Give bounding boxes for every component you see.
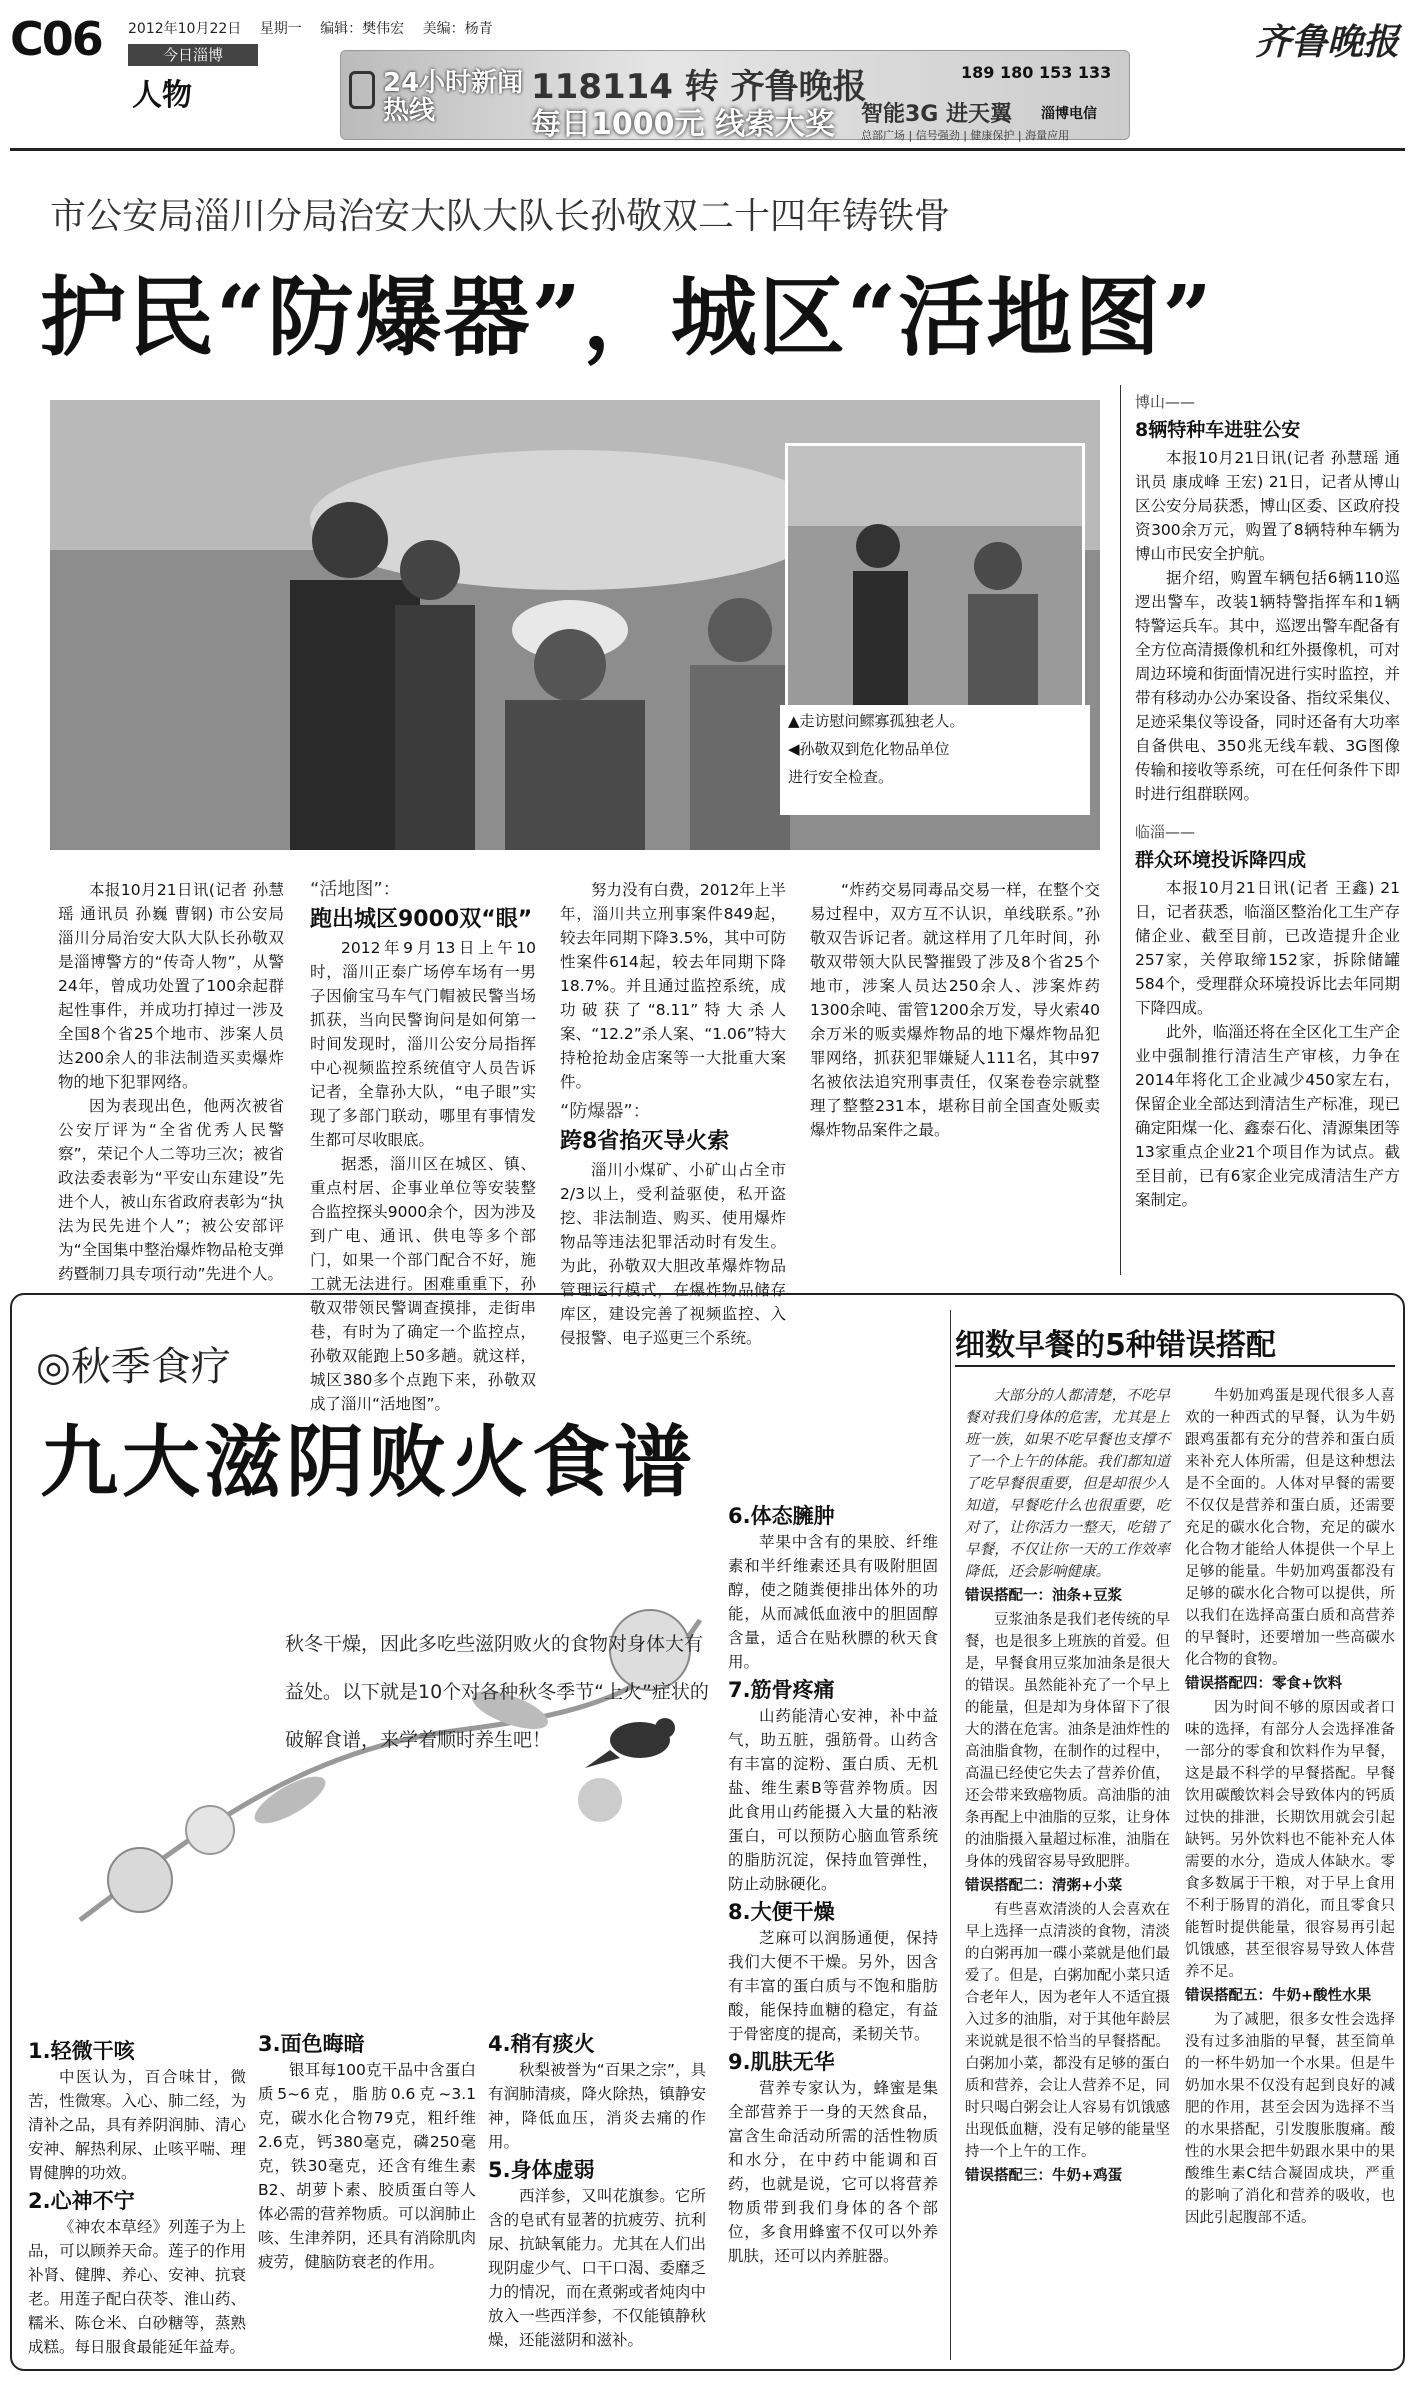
article3-headline: 细数早餐的5种错误搭配 (955, 1328, 1276, 1363)
recipe-6-text: 苹果中含有的果胶、纤维素和半纤维素还具有吸附胆固醇，使之随粪便排出体外的功能，从而减低血液中的胆固醇含量，适合在贴秋膘的秋天食用。 (728, 1533, 938, 1671)
mistake-5-title: 错误搭配五：牛奶+酸性水果 (1185, 1988, 1372, 2004)
recipe-3-text: 银耳每100克干品中含蛋白质5~6克，脂肪0.6克~3.1克，碳水化合物79克，粗纤维2.6克，钙380毫克，磷250毫克，铁30毫克，还含有维生素B2、胡萝卜素、胶质蛋白等人体必需的营养物质。可以润肺止咳、生津养阴，还具有消除肌肉疲劳，健脑防衰老的作用。 (258, 2061, 476, 2271)
article1-lead: 本报10月21日讯(记者 孙慧瑶 通讯员 孙巍 曹钢) 市公安局淄川分局治安大队大队长孙敬双是淄博警方的“传奇人物”，从警24年，曾成功处置了100余起群起性事件，并成功打掉过一涉及全国8个省25个地市、涉案人员达200余人的非法制造买卖爆炸物的地下犯罪网络。 (58, 881, 284, 1091)
quote-explosion-proof: “防爆器”： (560, 1101, 651, 1122)
designer: 美编：杨青 (422, 21, 493, 37)
photo-caption (780, 705, 1090, 815)
article1-inset-photo (785, 443, 1085, 708)
mistake-4-title: 错误搭配四：零食+饮料 (1185, 1676, 1343, 1692)
sidebar-place-linzi: 临淄—— (1135, 823, 1196, 841)
breakfast-col2 (1185, 1385, 1395, 2365)
article1-p4: 据悉，淄川区在城区、镇、重点村居、企事业单位等安装整合监控探头9000余个，因为涉及到广电、通讯、供电等多个部门，如果一个部门配合不好，施工就无法进行。困难重重下，孙敬双带领民警调查摸排，走街串巷，有时为了确定一个监控点，孙敬双能跑上50多趟。就这样，城区380多个点跑下来，孙敬双成了淄川“活地图”。 (310, 1155, 536, 1413)
recipe-9-title: 9.肌肤无华 (728, 2050, 835, 2074)
recipe-4-text: 秋梨被誉为“百果之宗”，具有润肺清痰，降火除热，镇静安神，降低血压，消炎去痛的作用。 (488, 2061, 706, 2151)
article1-p3: 2012年9月13日上午10时，淄川正泰广场停车场有一男子因偷宝马车气门帽被民警当场抓获，当向民警询问是如何第一时间发现时，淄川公安分局指挥中心视频监控系统值守人员告诉记者，全靠孙大队，“电子眼”实现了多部门联动，哪里有事情发生都可尽收眼底。 (310, 939, 536, 1149)
ad-award: 每日1000元 线索大奖 (531, 107, 835, 142)
mistake-1-title: 错误搭配一：油条+豆浆 (965, 1588, 1123, 1604)
breakfast-col1 (965, 1385, 1170, 2365)
article1-col4 (810, 878, 1100, 1278)
sidebar-head-2: 群众环境投诉降四成 (1135, 849, 1307, 871)
article2-headline: 九大滋阴败火食谱 (40, 1417, 697, 1508)
recipe-7-text: 山药能清心安神，补中益气，助五脏，强筋骨。山药含有丰富的淀粉、蛋白质、无机盐、维生素B等营养物质。因此食用山药能摄入大量的粘液蛋白，可以预防心脑血管系统的脂肪沉淀，保持血管弹性，防止动脉硬化。 (728, 1707, 938, 1893)
section-tag: 今日淄博 (128, 44, 258, 66)
article2-intro: 秋冬干燥，因此多吃些滋阴败火的食物对身体大有益处。以下就是10个对各种秋冬季节“上火”症状的破解食谱，来学着顺时养生吧！ (285, 1633, 709, 1751)
article1-col3 (560, 878, 786, 1347)
article1-col2 (310, 878, 536, 1413)
ad-hotline: 24小时新闻热线 (383, 68, 524, 126)
inset-illustration (788, 446, 1082, 705)
caption-line-2: ◀孙敬双到危化物品单位 (788, 740, 950, 758)
sidebar-divider (1120, 385, 1121, 1275)
editor: 编辑：樊伟宏 (320, 21, 405, 37)
article3-rule (955, 1365, 1395, 1367)
subhead-9000-eyes: 跑出城区9000双“眼” (310, 907, 533, 932)
sidebar-head-1: 8辆特种车进驻公安 (1135, 419, 1301, 441)
quote-living-map: “活地图”： (310, 879, 401, 900)
recipe-3-title: 3.面色晦暗 (258, 2032, 365, 2056)
sidebar-text-2: 本报10月21日讯(记者 王鑫) 21日，记者获悉，临淄区整治化工生产存储企业、截至目前，已改造提升企业257家，关停取缔152家，拆除储罐584个，受理群众环境投诉比去年同期下降四成。 (1135, 879, 1400, 1017)
sidebar-text-1b: 据介绍，购置车辆包括6辆110巡逻出警车，改装1辆特警指挥车和1辆特警运兵车。其中，巡逻出警车配备有全方位高清摄像机和红外摄像机，可对周边环境和街面情况进行实时监控，并带有移动办公办案设备、指纹采集仪、足迹采集仪等设备，同时还备有大功率自备供电、350兆无线车载、3G图像传输和接收等系统，可在任何条件下即时进行组群联网。 (1135, 569, 1400, 803)
header-rule (10, 148, 1405, 151)
news-sidebar (1135, 390, 1400, 1270)
article1-headline: 护民“防爆器”，城区“活地图” (40, 267, 1214, 368)
issue-weekday: 星期一 (259, 21, 302, 37)
article1-p7: “炸药交易同毒品交易一样，在整个交易过程中，双方互不认识，单线联系。”孙敬双告诉记者。就这样用了几年时间，孙敬双带领大队民警摧毁了涉及8个省25个地市，涉案人员达250余人、涉案炸药1300余吨、雷管1200余万发，导火索40余万米的贩卖爆炸物品的地下爆炸物品犯罪网络，抓获犯罪嫌疑人111名，其中97名被依法追究刑事责任，仅案卷卷宗就整理了整整231本，堪称目前全国查处贩卖爆炸物品案件之最。 (810, 881, 1100, 1139)
recipe-5-text: 西洋参，又叫花旗参。它所含的皂甙有显著的抗疲劳、抗利尿、抗缺氧能力。尤其在人们出现阴虚少气、口干口渴、委靡乏力的情况，而在煮粥或者炖肉中放入一些西洋参，不仅能镇静秋燥，还能滋阴和滋补。 (488, 2187, 706, 2349)
recipe-col4 (728, 1500, 938, 2365)
recipe-col1 (28, 2035, 246, 2365)
recipe-8-title: 8.大便干燥 (728, 1900, 835, 1924)
section-name: 人物 (132, 78, 192, 113)
recipe-4-title: 4.稍有痰火 (488, 2032, 595, 2056)
subhead-8-provinces: 跨8省掐灭导火索 (560, 1129, 730, 1154)
recipe-5-title: 5.身体虚弱 (488, 2158, 595, 2182)
ad-telecom: 淄博电信 (1041, 106, 1097, 122)
article1-col1 (58, 878, 284, 1283)
recipe-7-title: 7.筋骨疼痛 (728, 1678, 835, 1702)
recipe-8-text: 芝麻可以润肠通便，保持我们大便不干燥。另外，因含有丰富的蛋白质与不饱和脂肪酸，能保持血糖的稳定，有益于骨密度的提高，柔韧关节。 (728, 1929, 938, 2043)
paper-logo: 齐鲁晚报 (1255, 21, 1400, 63)
ad-service: 智能3G 进天翼 (861, 102, 1013, 127)
recipe-2-text: 《神农本草经》列莲子为上品，可以顾养天命。莲子的作用补肾、健脾、养心、安神、抗衰老。用莲子配白茯苓、淮山药、糯米、陈仓米、白砂糖等，蒸熟成糕。每日服食最能延年益寿。 (28, 2218, 246, 2356)
recipe-1-title: 1.轻微干咳 (28, 2039, 135, 2063)
sidebar-text-1: 本报10月21日讯(记者 孙慧瑶 通讯员 康成峰 王宏) 21日，记者从博山区公安分局获悉，博山区委、区政府投资300余万元，购置了8辆特种车辆为博山市民安全护航。 (1135, 449, 1400, 563)
issue-meta (128, 18, 507, 38)
article1-subtitle: 市公安局淄川分局治安大队大队长孙敬双二十四年铸铁骨 (50, 196, 951, 237)
recipe-1-text: 中医认为，百合味甘，微苦，性微寒。入心、肺二经，为清补之品，具有养阴润肺、清心安神、解热利尿、止咳平喘、理胃健脾的功效。 (28, 2068, 246, 2182)
ad-slogan: 总部广场 | 信号强劲 | 健康保护 | 海量应用 (861, 129, 1070, 142)
recipe-col2 (258, 2028, 476, 2363)
caption-line-3: 进行安全检查。 (788, 768, 894, 786)
article3-intro: 大部分的人都清楚，不吃早餐对我们身体的危害，尤其是上班一族，如果不吃早餐也支撑不了一个上午的体能。我们都知道了吃早餐很重要，但是却很少人知道，早餐吃什么也很重要，吃对了，让你活力一整天，吃错了早餐，不仅让你一天的工作效率降低，还会影响健康。 (965, 1388, 1170, 1580)
mistake-5-text: 为了减肥，很多女性会选择没有过多油脂的早餐，甚至简单的一杯牛奶加一个水果。但是牛奶加水果不仅没有起到良好的减肥的作用，甚至会因为选择不当的水果搭配，引发腹胀腹痛。酸性的水果会把牛奶跟水果中的果酸维生素C结合凝固成块，严重的影响了消化和营养的吸收，也因此引起腹部不适。 (1185, 2012, 1395, 2226)
phone-icon (349, 71, 375, 109)
mistake-2-title: 错误搭配二：清粥+小菜 (965, 1878, 1123, 1894)
breakfast-divider (950, 1310, 951, 2360)
article1-p6: 淄川小煤矿、小矿山占全市2/3以上，受利益驱使，私开盗挖、非法制造、购买、使用爆炸物品等违法犯罪活动时有发生。为此，孙敬双大胆改革爆炸物品管理运行模式，在爆炸物品储存库区，建设完善了视频监控、入侵报警、电子巡更三个系统。 (560, 1161, 786, 1347)
autumn-tag: ◎秋季食疗 (36, 1344, 231, 1390)
hotline-ad-banner (340, 50, 1130, 140)
mistake-4-text: 因为时间不够的原因或者口味的选择，有部分人会选择准备一部分的零食和饮料作为早餐，这是最不科学的早餐搭配。早餐饮用碳酸饮料会导致体内的钙质过快的排泄，长期饮用就会引起缺钙。另外饮料也不能补充人体需要的水分，造成人体缺水。零食多数属于干粮，对于早上食用不利于肠胃的消化，而且零食只能暂时提供能量，很容易再引起饥饿感，甚至很容易导致人体营养不足。 (1185, 1700, 1395, 1980)
article1-p5: 努力没有白费，2012年上半年，淄川共立刑事案件849起，较去年同期下降3.5%，其中可防性案件614起，较去年同期下降18.7%。并且通过监控系统，成功破获了“8.11”特大杀人案、“12.2”杀人案、“1.06”特大持枪抢劫金店案等一大批重大案件。 (560, 881, 786, 1091)
mistake-3-title: 错误搭配三：牛奶+鸡蛋 (965, 2168, 1123, 2184)
page-number: C06 (10, 12, 102, 66)
recipe-9-text: 营养专家认为，蜂蜜是集全部营养于一身的天然食品，富含生命活动所需的活性物质和水分，在中药中能调和百药，也就是说，它可以将营养物质带到我们身体的各个部位，多食用蜂蜜不仅可以外养肌肤，还可以内养脏器。 (728, 2079, 938, 2265)
mistake-3-text: 牛奶加鸡蛋是现代很多人喜欢的一种西式的早餐，认为牛奶跟鸡蛋都有充分的营养和蛋白质来补充人体所需，但是这种想法是不全面的。人体对早餐的需要不仅仅是营养和蛋白质，还需要充足的碳水化合物，充足的碳水化合物才能给人体提供一个早上足够的能量。牛奶加鸡蛋都没有足够的碳水化合物可以提供，所以我们在选择高蛋白质和高营养的早餐时，还要增加一些高碳水化合物的食物。 (1185, 1388, 1395, 1668)
recipe-6-title: 6.体态臃肿 (728, 1504, 835, 1528)
recipe-col3 (488, 2028, 706, 2363)
ad-number: 118114 转 齐鲁晚报 (531, 67, 867, 107)
ad-telephone: 189 180 153 133 (961, 63, 1112, 82)
sidebar-text-2b: 此外，临淄还将在全区化工生产企业中强制推行清洁生产审核，力争在2014年将化工企业减少450家左右，保留企业全部达到清洁生产标准，现已确定阳煤一化、鑫泰石化、清源集团等13家重点企业21个项目作为试点。截至目前，已有6家企业完成清洁生产方案制定。 (1135, 1023, 1400, 1209)
recipe-2-title: 2.心神不宁 (28, 2189, 135, 2213)
issue-date: 2012年10月22日 (128, 21, 242, 37)
caption-line-1: ▲走访慰问鳏寡孤独老人。 (788, 712, 965, 730)
mistake-1-text: 豆浆油条是我们老传统的早餐，也是很多上班族的首爱。但是，早餐食用豆浆加油条是很大的错误。虽然能补充了一个早上的能量，但是却为身体留下了很大的潜在危害。油条是油炸性的高油脂食物，在制作的过程中，高温已经使它失去了营养价值，还会带来致癌物质。高油脂的油条再配上中油脂的豆浆，让身体的油脂摄入量超过标准，油脂在身体的残留容易导致肥胖。 (965, 1612, 1170, 1870)
article1-p2: 因为表现出色，他两次被省公安厅评为“全省优秀人民警察”，荣记个人二等功三次；被省政法委表彰为“平安山东建设”先进个人，被山东省政府表彰为“执法为民先进个人”；被公安部评为“全国集中整治爆炸物品枪支弹药暨制刀具专项行动”先进个人。 (58, 1097, 284, 1283)
sidebar-place-boshan: 博山—— (1135, 393, 1196, 411)
mistake-2-text: 有些喜欢清淡的人会喜欢在早上选择一点清淡的食物，清淡的白粥再加一碟小菜就是他们最爱了。但是，白粥加配小菜只适合老年人，因为老年人不适宜摄入过多的油脂，对于其他年龄层来说就是很不恰当的早餐搭配。白粥加小菜，都没有足够的蛋白质和营养，会让人营养不足，同时只喝白粥会让人容易有饥饿感出现低血糖，没有足够的能量坚持一个上午的工作。 (965, 1902, 1170, 2160)
